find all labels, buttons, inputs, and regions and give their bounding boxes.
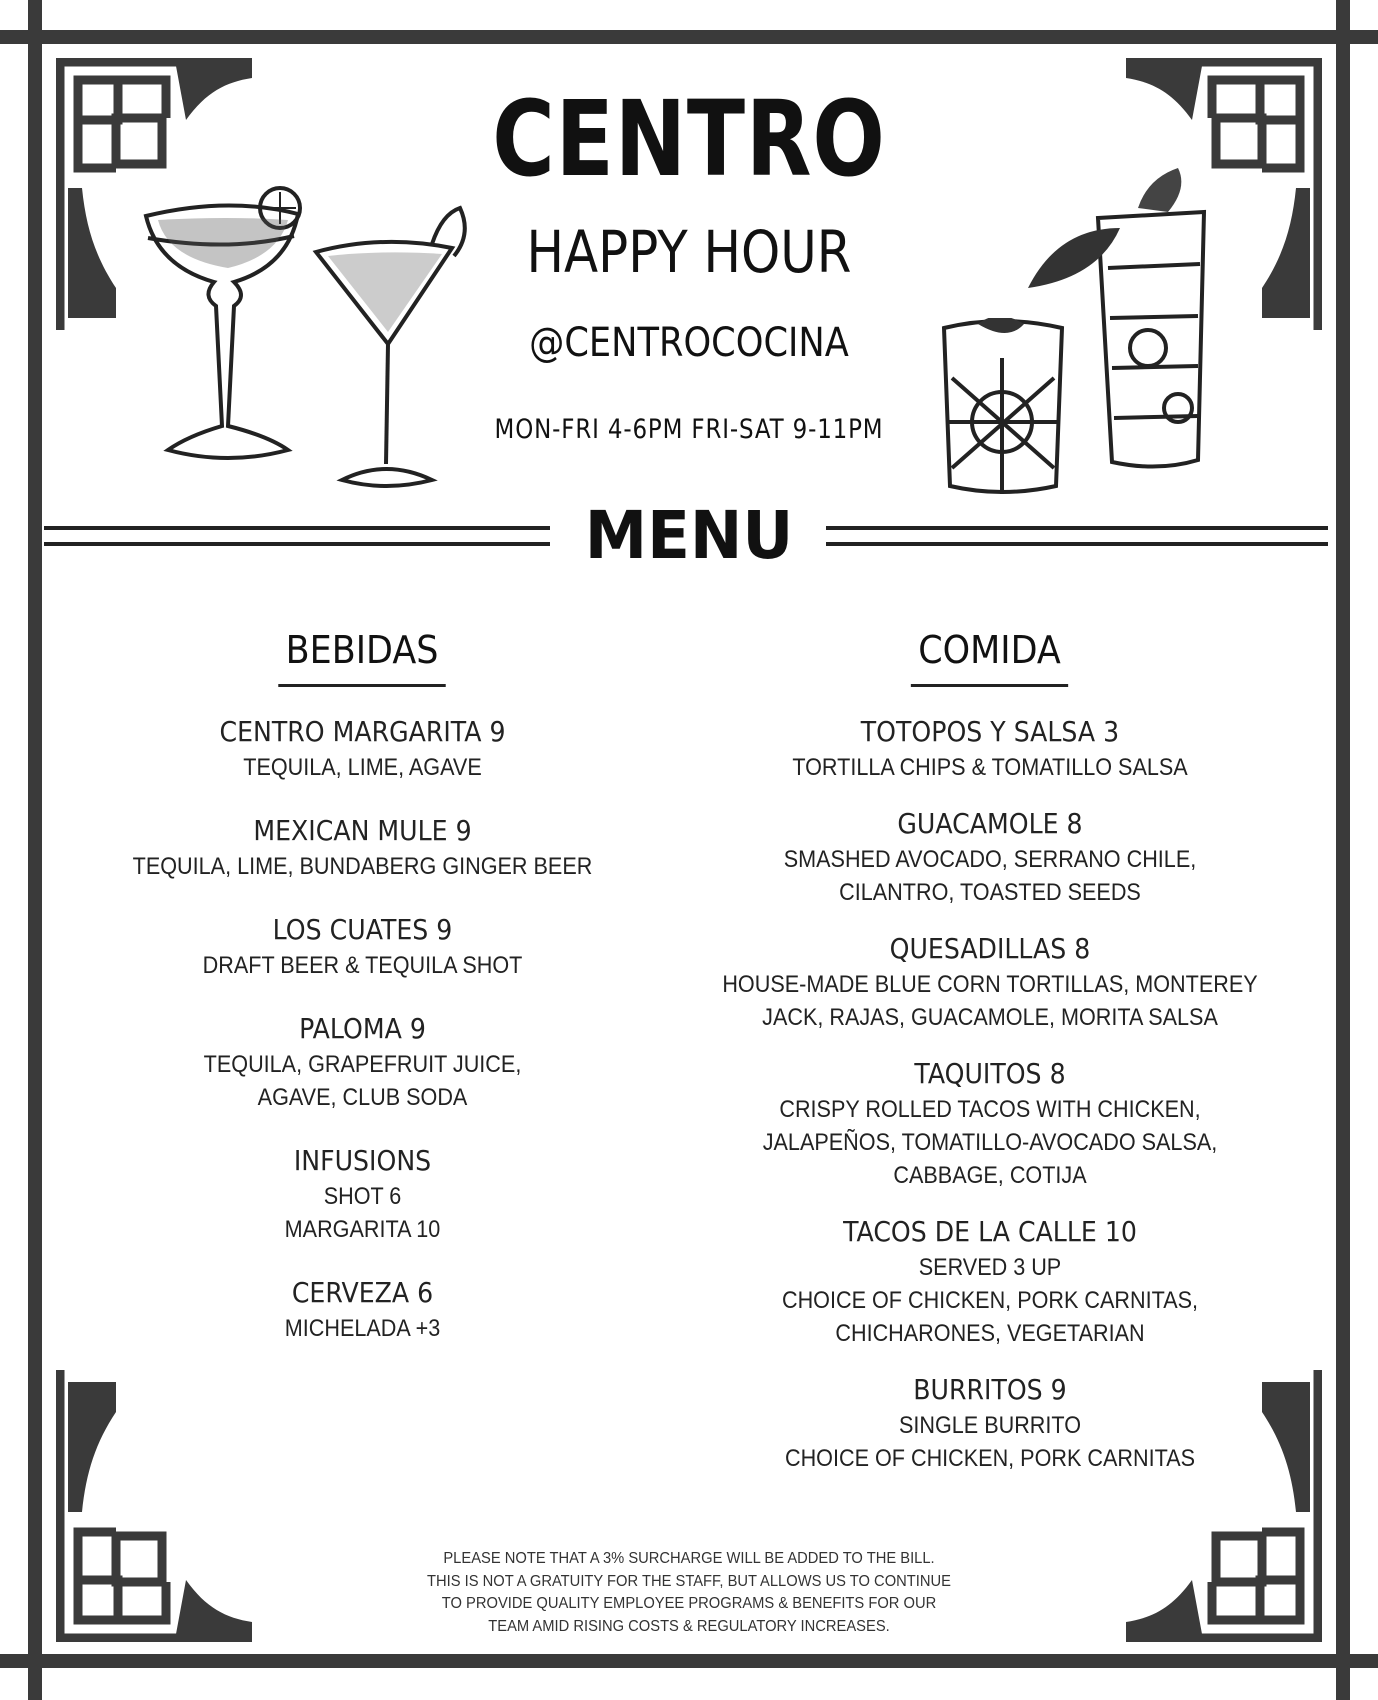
menu-item (670, 713, 1310, 784)
menu-item (670, 1213, 1310, 1350)
page-subtitle: HAPPY HOUR (526, 218, 852, 286)
menu-item-description: MARGARITA 10 (284, 1216, 441, 1243)
frame-bottom (0, 1654, 1378, 1668)
bebidas-list (40, 713, 685, 1345)
menu-item-description: TEQUILA, LIME, AGAVE (243, 754, 482, 781)
surcharge-note-line: PLEASE NOTE THAT A 3% SURCHARGE WILL BE ADDED TO THE BILL. (443, 1550, 935, 1567)
surcharge-note-line: TO PROVIDE QUALITY EMPLOYEE PROGRAMS & BENEFITS FOR OUR (441, 1595, 937, 1612)
social-handle: @CENTROCOCINA (529, 320, 849, 366)
menu-item-description: TEQUILA, LIME, BUNDABERG GINGER BEER (132, 853, 593, 880)
brand-title: CENTRO (492, 78, 886, 200)
menu-item (40, 911, 685, 982)
menu-item-description: TORTILLA CHIPS & TOMATILLO SALSA (792, 754, 1188, 781)
frame-right (1336, 0, 1350, 1700)
menu-item-description: AGAVE, CLUB SODA (257, 1084, 468, 1111)
menu-item-description: SMASHED AVOCADO, SERRANO CHILE, (783, 846, 1197, 873)
menu-item-name: MEXICAN MULE 9 (253, 814, 472, 847)
menu-item-name: BURRITOS 9 (913, 1373, 1067, 1406)
menu-item-name: CENTRO MARGARITA 9 (219, 715, 506, 748)
bebidas-heading: BEBIDAS (279, 628, 447, 687)
frame-top (0, 30, 1378, 44)
menu-item-name: GUACAMOLE 8 (897, 807, 1083, 840)
menu-item-name: INFUSIONS (293, 1144, 432, 1177)
menu-item-description: CRISPY ROLLED TACOS WITH CHICKEN, (779, 1096, 1201, 1123)
menu-item-description: TEQUILA, GRAPEFRUIT JUICE, (203, 1051, 522, 1078)
menu-item-description: JALAPEÑOS, TOMATILLO-AVOCADO SALSA, (762, 1129, 1218, 1156)
menu-item-description: CHOICE OF CHICKEN, PORK CARNITAS, (781, 1287, 1199, 1314)
menu-title: MENU (584, 497, 794, 574)
surcharge-note (34, 1548, 1343, 1638)
menu-item (670, 930, 1310, 1034)
menu-item-description: CHICHARONES, VEGETARIAN (835, 1320, 1145, 1347)
surcharge-note-line: THIS IS NOT A GRATUITY FOR THE STAFF, BUT ALLOWS US TO CONTINUE (427, 1572, 951, 1590)
menu-item-description: HOUSE-MADE BLUE CORN TORTILLAS, MONTEREY (722, 971, 1258, 998)
menu-item-name: TAQUITOS 8 (914, 1057, 1066, 1090)
menu-item-description: CILANTRO, TOASTED SEEDS (839, 879, 1141, 906)
menu-item-description: JACK, RAJAS, GUACAMOLE, MORITA SALSA (762, 1004, 1218, 1031)
menu-item-name: QUESADILLAS 8 (889, 932, 1091, 965)
bebidas-column (40, 628, 685, 1373)
menu-item-name: LOS CUATES 9 (272, 913, 453, 946)
menu-item-name: TACOS DE LA CALLE 10 (843, 1215, 1137, 1248)
menu-item (40, 1010, 685, 1114)
menu-item-description: DRAFT BEER & TEQUILA SHOT (202, 952, 523, 979)
happy-hour-times: MON-FRI 4-6PM FRI-SAT 9-11PM (494, 414, 884, 445)
comida-column (670, 628, 1310, 1496)
menu-item-description: SINGLE BURRITO (898, 1412, 1082, 1439)
menu-item (670, 1371, 1310, 1475)
menu-item (40, 713, 685, 784)
menu-item-description: CABBAGE, COTIJA (893, 1162, 1087, 1189)
comida-list (670, 713, 1310, 1475)
menu-item (40, 1274, 685, 1345)
menu-item (670, 805, 1310, 909)
menu-item-name: CERVEZA 6 (291, 1276, 434, 1309)
menu-item-description: CHOICE OF CHICKEN, PORK CARNITAS (784, 1445, 1196, 1472)
menu-item-name: PALOMA 9 (299, 1012, 426, 1045)
menu-item-name: TOTOPOS Y SALSA 3 (860, 715, 1120, 748)
comida-heading: COMIDA (911, 628, 1068, 687)
menu-item-description: SERVED 3 UP (918, 1254, 1062, 1281)
menu-item-description: SHOT 6 (323, 1183, 402, 1210)
menu-item (40, 812, 685, 883)
menu-item (670, 1055, 1310, 1192)
menu-item (40, 1142, 685, 1246)
surcharge-note-line: TEAM AMID RISING COSTS & REGULATORY INCREASES. (488, 1617, 890, 1635)
menu-item-description: MICHELADA +3 (284, 1315, 441, 1342)
